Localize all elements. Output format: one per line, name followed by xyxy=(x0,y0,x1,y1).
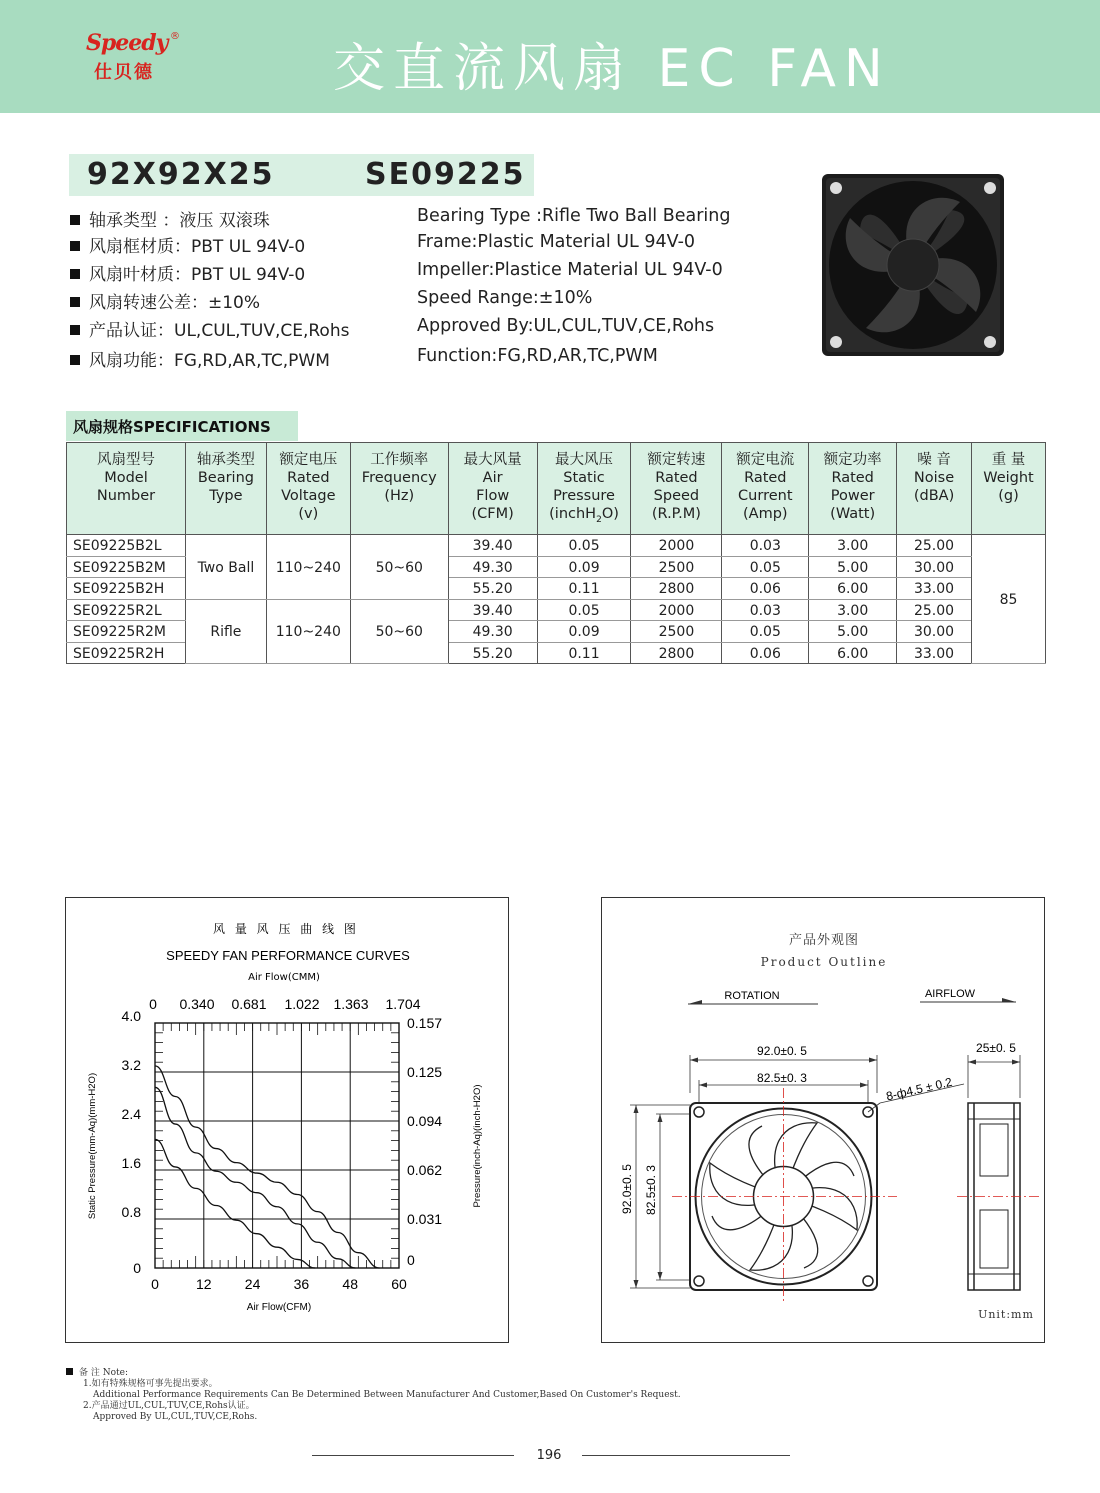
outline-title-cn: 产品外观图 xyxy=(788,933,860,948)
right-tick-label: 0.157 xyxy=(407,1015,443,1031)
feature-cn-speed: 风扇转速公差：±10% xyxy=(70,288,410,313)
table-row: SE09225R2H 55.20 0.11 2800 0.06 6.00 33.00 xyxy=(67,642,1046,664)
notes-section xyxy=(66,1368,681,1423)
table-row: SE09225B2H 55.20 0.11 2800 0.06 6.00 33.00 xyxy=(67,578,1046,600)
feature-en-impeller: Impeller:Plastice Material UL 94V-0 xyxy=(417,260,723,280)
dim-inner-height: 82.5±0. 3 xyxy=(644,1165,658,1215)
chart-top-axis-label: Air Flow(CMM) xyxy=(248,972,320,983)
chart-title: 风 量 风 压 曲 线 图 xyxy=(213,922,359,936)
chart-right-axis-label: Pressure(inch-Aq)(inch-H2O) xyxy=(472,1084,483,1208)
bearing-rifle: Rifle xyxy=(185,599,266,664)
y-tick-label: 4.0 xyxy=(121,1008,141,1024)
feature-en-function: Function:FG,RD,AR,TC,PWM xyxy=(417,346,658,366)
right-tick-label: 0 xyxy=(407,1252,415,1268)
model-size: 92X92X25 xyxy=(87,157,275,192)
chart-subtitle: SPEEDY FAN PERFORMANCE CURVES xyxy=(166,948,410,963)
fan-front-view xyxy=(672,1088,897,1303)
model-bar xyxy=(69,154,534,196)
feature-en-frame: Frame:Plastic Material UL 94V-0 xyxy=(417,232,696,252)
right-tick-label: 0.062 xyxy=(407,1162,443,1178)
x-tick-label: 36 xyxy=(293,1276,310,1292)
x-tick-label: 48 xyxy=(342,1276,358,1292)
feature-cn-approved: 产品认证：UL,CUL,TUV,CE,Rohs xyxy=(70,316,410,341)
table-row: SE09225B2L Two Ball 110~240 50~60 39.40 0.05 2000 0.03 3.00 25.00 85 xyxy=(67,535,1046,557)
feature-en-bearing: Bearing Type :Rifle Two Ball Bearing xyxy=(417,206,731,226)
right-tick-label: 0.031 xyxy=(407,1211,443,1227)
top-tick-label: 0.340 xyxy=(179,996,215,1012)
product-outline-box xyxy=(601,897,1045,1343)
registered-mark: ® xyxy=(170,31,180,42)
y-tick-label: 0.8 xyxy=(121,1204,141,1220)
notes-heading: 备 注 Note: xyxy=(79,1368,128,1378)
logo-wordmark: Speedy xyxy=(86,30,168,56)
top-tick-label: 0.681 xyxy=(231,996,267,1012)
rotation-label: ROTATION xyxy=(724,990,780,1002)
performance-chart xyxy=(66,898,510,1344)
feature-en-approved: Approved By:UL,CUL,TUV,CE,Rohs xyxy=(417,316,715,336)
bullet-square-icon xyxy=(70,241,80,251)
right-tick-label: 0.125 xyxy=(407,1064,443,1080)
top-tick-label: 1.704 xyxy=(385,996,421,1012)
y-tick-label: 3.2 xyxy=(121,1057,141,1073)
airflow-arrow-icon xyxy=(1002,998,1016,1002)
col-header-airflow: 最大风量 Air Flow (CFM) xyxy=(448,443,537,535)
bullet-square-icon xyxy=(70,269,80,279)
bullet-square-icon xyxy=(70,355,80,365)
feature-cn-frame: 风扇框材质：PBT UL 94V-0 xyxy=(70,232,410,257)
right-tick-label: 0.094 xyxy=(407,1113,443,1129)
table-row: SE09225B2M 49.30 0.09 2500 0.05 5.00 30.00 xyxy=(67,556,1046,578)
chart-x-axis-label: Air Flow(CFM) xyxy=(246,1302,312,1313)
note-line: 2.产品通过UL,CUL,TUV,CE,Rohs认证。 xyxy=(83,1401,255,1411)
top-tick-label: 0 xyxy=(149,996,157,1012)
weight-value: 85 xyxy=(971,535,1045,664)
note-line: Approved By UL,CUL,TUV,CE,Rohs. xyxy=(93,1412,258,1422)
page-number: 196 xyxy=(536,1448,562,1463)
col-header-pressure: 最大风压 Static Pressure (inchH$_2$O) xyxy=(537,443,631,535)
col-header-current: 额定电流 Rated Current (Amp) xyxy=(722,443,809,535)
dim-outer-width: 92.0±0. 5 xyxy=(757,1044,807,1058)
performance-curve-3 xyxy=(155,1066,379,1268)
speedy-logo xyxy=(86,30,186,86)
unit-label: Unit:mm xyxy=(978,1308,1034,1321)
col-header-frequency: 工作频率 Frequency (Hz) xyxy=(350,443,448,535)
bullet-square-icon xyxy=(70,325,80,335)
mounting-holes-dim: 8-ф4.5 ± 0.2 xyxy=(884,1074,954,1104)
x-tick-label: 60 xyxy=(391,1276,407,1292)
top-tick-label: 1.363 xyxy=(333,996,369,1012)
model-code: SE09225 xyxy=(365,157,526,192)
y-tick-label: 0 xyxy=(133,1260,141,1276)
logo-chinese-name: 仕贝德 xyxy=(94,62,154,83)
footer-rule-left xyxy=(312,1455,514,1456)
outline-drawing xyxy=(602,898,1046,1344)
bullet-square-icon xyxy=(70,215,80,225)
outline-title-en: Product Outline xyxy=(760,955,888,969)
spec-section-label: 风扇规格SPECIFICATIONS xyxy=(66,411,298,441)
col-header-speed: 额定转速 Rated Speed (R.P.M) xyxy=(631,443,722,535)
fan-product-photo xyxy=(820,172,1006,358)
feature-en-speed: Speed Range:±10% xyxy=(417,288,593,308)
feature-cn-impeller: 风扇叶材质：PBT UL 94V-0 xyxy=(70,260,410,285)
col-header-bearing: 轴承类型 Bearing Type xyxy=(185,443,266,535)
col-header-weight: 重 量 Weight (g) xyxy=(971,443,1045,535)
x-tick-label: 0 xyxy=(151,1276,159,1292)
plot-frame xyxy=(155,1023,399,1268)
y-tick-label: 1.6 xyxy=(121,1155,141,1171)
page-header xyxy=(0,0,1100,113)
note-line: Additional Performance Requirements Can Be Determined Between Manufacturer And Customer,Based On Customer's Request. xyxy=(93,1390,681,1400)
bearing-two-ball: Two Ball xyxy=(185,535,266,600)
table-header-row xyxy=(67,443,1046,535)
rotation-arrow-icon xyxy=(688,1000,702,1004)
y-tick-label: 2.4 xyxy=(121,1106,141,1122)
x-tick-label: 12 xyxy=(196,1276,212,1292)
performance-curve-box xyxy=(65,897,509,1343)
dim-depth: 25±0. 5 xyxy=(976,1041,1016,1055)
dim-outer-height: 92.0±0. 5 xyxy=(620,1164,634,1214)
feature-cn-function: 风扇功能：FG,RD,AR,TC,PWM xyxy=(70,346,410,371)
dim-inner-width: 82.5±0. 3 xyxy=(757,1071,807,1085)
col-header-model: 风扇型号 Model Number xyxy=(67,443,186,535)
col-header-noise: 噪 音 Noise (dBA) xyxy=(897,443,972,535)
top-tick-label: 1.022 xyxy=(284,996,320,1012)
col-header-voltage: 额定电压 Rated Voltage (v) xyxy=(266,443,350,535)
bullet-square-icon xyxy=(70,297,80,307)
airflow-label: AIRFLOW xyxy=(924,988,976,1000)
chart-y-axis-label: Static Pressure(mm-Aq)(mm-H2O) xyxy=(87,1072,98,1220)
col-header-power: 额定功率 Rated Power (Watt) xyxy=(809,443,897,535)
footer-rule-right xyxy=(582,1455,790,1456)
bullet-square-icon xyxy=(66,1368,73,1375)
note-line: 1.如有特殊规格可事先提出要求。 xyxy=(83,1379,218,1389)
x-tick-label: 24 xyxy=(244,1276,261,1292)
page-title: 交直流风扇 EC FAN xyxy=(333,39,891,99)
performance-curve-1 xyxy=(155,1139,315,1268)
table-row: SE09225R2L Rifle 110~240 50~60 39.40 0.05 2000 0.03 3.00 25.00 xyxy=(67,599,1046,621)
feature-cn-bearing: 轴承类型 ：液压 双滚珠 xyxy=(70,206,410,231)
table-row: SE09225R2M 49.30 0.09 2500 0.05 5.00 30.00 xyxy=(67,621,1046,643)
specification-table xyxy=(66,442,1046,664)
